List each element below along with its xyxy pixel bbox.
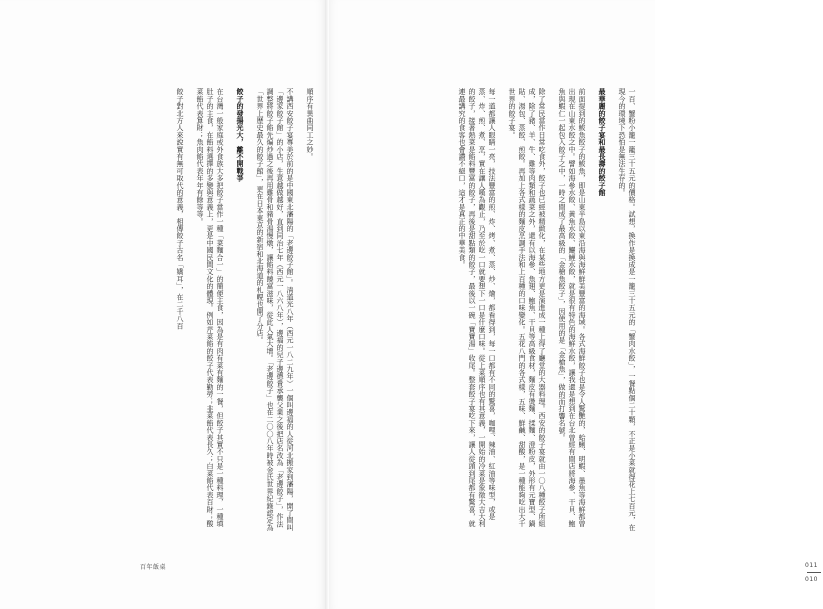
right-page-body [343,88,647,532]
page-number-a: 011 [805,562,818,569]
section-heading-dumpling-feast: 最華麗的餃子宴和最長壽的餃子館 [598,88,607,196]
right-page-number [805,562,823,583]
right-paragraph-4: 每一道都讓人眼睛一亮，技法豐富的煎、炸、烤、煮、蒸、炒、燴，都看得到，每一口都有不同的驚喜，咖哩、辣油、紅油等味型，或是蒸、炸、煎、煮、烹，實在讓人嘆為觀止，乃至於吃一口就要想下一口是什麼口味。從上菜順序也有其意義，一開始的冷菜是象徵大吉大利的餃子，接著熱菜是餡料豐富的餃子，再後是甜點類的餃子，最後以一碗「寶寶湯」收尾。整套餃子宴吃下來，讓人從頭到尾都有驚喜，就連最講究的食客也會讚不絕口，這才是真正的中華美食。 [458,88,496,528]
page-number-separator [807,572,821,573]
page-number-b: 010 [805,576,818,583]
left-paragraph-2: 不講西安餃子宴專美於前的是中國東北瀋陽的「老邊餃子館」。清道光八年（西元一八二九年）一個叫邊福的人從河北搬家到瀋陽，開了間叫「邊家餃子館」的小店，生意越做越好，直到同治七年（西元一八六八年），邊福的兒子邊德貴承襲父業之後把店名改為「老邊餃子」，作法調整將餃子餡先煸炒過之後再用雞骨和豬骨湯慢燉，讓餡料饒富滋味，從此人氣大增。「老邊餃子」也在二〇〇八年時被金氏世界紀錄認定為「世界上歷史最久的餃子館」，更在日本東京的新宿和北海道的札幌也開了分店。 [256,88,294,531]
left-paragraph-4: 餃子對北方人來說實有無可取代的意義，相傳餃子古名「嬌耳」，在二千八百 [176,88,184,330]
right-paragraph-2: 前面提到的鮁魚餃子的鮁魚，即是山東半島以東沿海與海鮮鮮美豐富的海域。各式海鮮餃子也是令人驚艷的，蛤蜊、明蝦、墨魚等海鮮都曾出現在山東水餃之中。譬如海參水餃、黃魚水餃、鱺鯉水餃，就是很有特色的海鮮水餃，讓我還是想到在台北曾經有間店將海參、干貝、鮑魚與蝦仁一起包入餃子之中，一時之間成了最高級的「金槍魚餃子」，因使用的是「金槍魚」，做的而打響名號。 [558,88,586,528]
right-paragraph-1: 一百、蟹粉小籠一籠三十五元的價格。試想，換作是換成是一籠三十五元的「蟹肉水餃」，一餐點個二十顆，不正是小菜就得花上七百元，在現今的環境下恐怕是無法生存的。 [618,88,636,531]
left-paragraph-3: 在台灣一般家庭或外食族大多把餃子當作一種「菜麵合一」的簡便主食，因為是有肉有菜有麵的一餐，但餃子其實不只是一種料理，一種填肚子的主食，在餡料選擇的多變與意義上，更是中國民間文化的體現。例如芹菜餡的餃子代表勤勞；韭菜餡代表長久；白菜餡代表百財；酸菜餡代表算財；魚肉餡代表年年有餘等等。 [196,88,224,528]
left-page [0,0,325,609]
left-paragraph-1: 順序有異曲同工之妙。 [306,88,314,160]
right-paragraph-3: 除了常民當作日常吃食外，餃子也已經被精緻化，在某些地方更是演進成一種上得了廳堂的大器料理。西安的餃子宴就由一〇八種餃子所組成，除了豬、羊、牛、雞等肉類和蔬菜之外，還有以海參、魚翅、鮑魚、干貝等高級食材，麵皮有燙麵、揉麵、澄粉皮，外形有元寶型、鍋貼、湯包、蒸餃、煎餃。再加上各式樣的麵皮烹調手法和上百種的口味變化。五花八門的各式樣，五味、鮮鹹、甜酸，是一種能夠吃出大千世界的餃子宴。 [508,88,546,528]
right-page [329,0,818,609]
left-page-body [30,88,325,532]
section-heading-war: 餃子的發揚光大，離不開戰爭 [236,88,245,182]
left-running-footer: 百年飯桌 [140,564,167,571]
